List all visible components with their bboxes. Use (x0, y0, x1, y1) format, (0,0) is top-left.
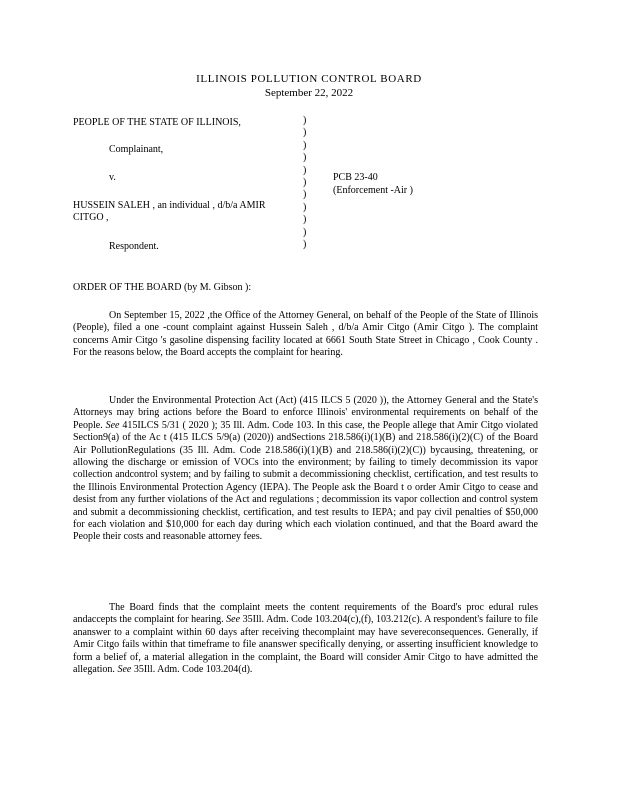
caption-paren: ) (303, 201, 307, 213)
respondent-name-line1: HUSSEIN SALEH , an individual , d/b/a AMIR (73, 200, 266, 211)
paragraph-1 (73, 310, 538, 360)
caption-paren: ) (303, 115, 307, 126)
plaintiff-name: PEOPLE OF THE STATE OF ILLINOIS, (73, 117, 241, 128)
paragraph-text: On September 15, 2022 ,the Office of the Attorney General, on behalf of the People of the State of Illinois (People), filed a one -count complaint against Hussein Saleh , d/b/a Amir Citgo (Amir Citgo ). The complaint concerns Amir Citgo 's gasoline dispensing facility located at 6661 South State Street in Chicago , Cook County . For the reasons below, the Board accepts the complaint for hearing. (73, 310, 538, 359)
complainant-label: Complainant, (109, 144, 164, 155)
paragraph-3 (73, 602, 538, 676)
caption-paren: ) (303, 189, 307, 201)
case-number: PCB 23-40 (333, 172, 378, 183)
caption-paren: ) (303, 164, 307, 176)
caption-paren: ) (303, 127, 307, 139)
paragraph-text: 415ILCS 5/31 ( 2020 ); 35 Ill. Adm. Code 103. In this case, the People allege that Amir Citgo violated Section9(a) of the Ac t (415 ILCS 5/9(a) (2020)) andSections 218.586(i)(1)(B) and 218.586(i)(2)(C) of the Board Air PollutionRegulations (35 Ill. Adm. Code 218.586(i)(1)(B) and 218.586(i)(2)(C)) bycausing, threatening, or allowing the discharge or emission of VOCs into the environment; by failing to timely decommission its vapor collection andcontrol system; and by failing to submit a decommissioning checklist, certification, and test results to the Illinois Environmental Protection Agency (IEPA). The People ask the Board t o order Amir Citgo to cease and desist from any further violations of the Act and regulations ; decommission its vapor collection and control system and submit a decommissioning checklist, certification, and test results to IEPA; and pay civil penalties of $50,000 for each violation and $10,000 for each day during which each violation continued, and that the Board award the People their costs and reasonable attorney fees. (73, 419, 538, 543)
caption-paren: ) (303, 239, 307, 251)
order-heading: ORDER OF THE BOARD (by M. Gibson ): (73, 282, 252, 293)
respondent-name-line2: CITGO , (73, 212, 109, 223)
paragraph-text: 35Ill. Adm. Code 103.204(c),(f), 103.212(c). A respondent's failure to file ananswer to a complaint within 60 days after receiving thecomplaint may have severeconsequences. Generally, if Amir Citgo fails within that timeframe to file ananswer specifically denying, or asserting insufficient knowledge to form a belief of, a material allegation in the complaint, the Board will consider Amir Citgo to have admitted the allegation. (73, 614, 538, 676)
caption-paren: ) (303, 177, 307, 189)
citation-signal: See (105, 419, 120, 431)
order-date: September 22, 2022 (264, 87, 354, 99)
caption-parentheses (303, 115, 311, 251)
paragraph-2 (73, 395, 538, 544)
caption-paren: ) (303, 226, 307, 238)
caption-paren: ) (303, 139, 307, 151)
caption-paren: ) (303, 214, 307, 226)
respondent-label: Respondent. (109, 241, 159, 252)
citation-signal: See (226, 614, 241, 626)
paragraph-text: 35Ill. Adm. Code 103.204(d). (131, 664, 253, 676)
board-title: ILLINOIS POLLUTION CONTROL BOARD (196, 73, 422, 85)
paragraph-text: Under the Environmental Protection Act (Act) (415 ILCS 5 (2020 )), the Attorney General and the State's Attorneys may bring actions before the Board to enforce Illinois' environmental requirements on behalf of the People. (73, 395, 538, 431)
citation-signal: See (117, 664, 132, 676)
versus-label: v. (109, 172, 116, 183)
case-type: (Enforcement -Air ) (333, 185, 413, 196)
paragraph-text: The Board finds that the complaint meets the content requirements of the Board's proc edural rules andaccepts the complaint for hearing. (73, 602, 538, 626)
caption-paren: ) (303, 152, 307, 164)
